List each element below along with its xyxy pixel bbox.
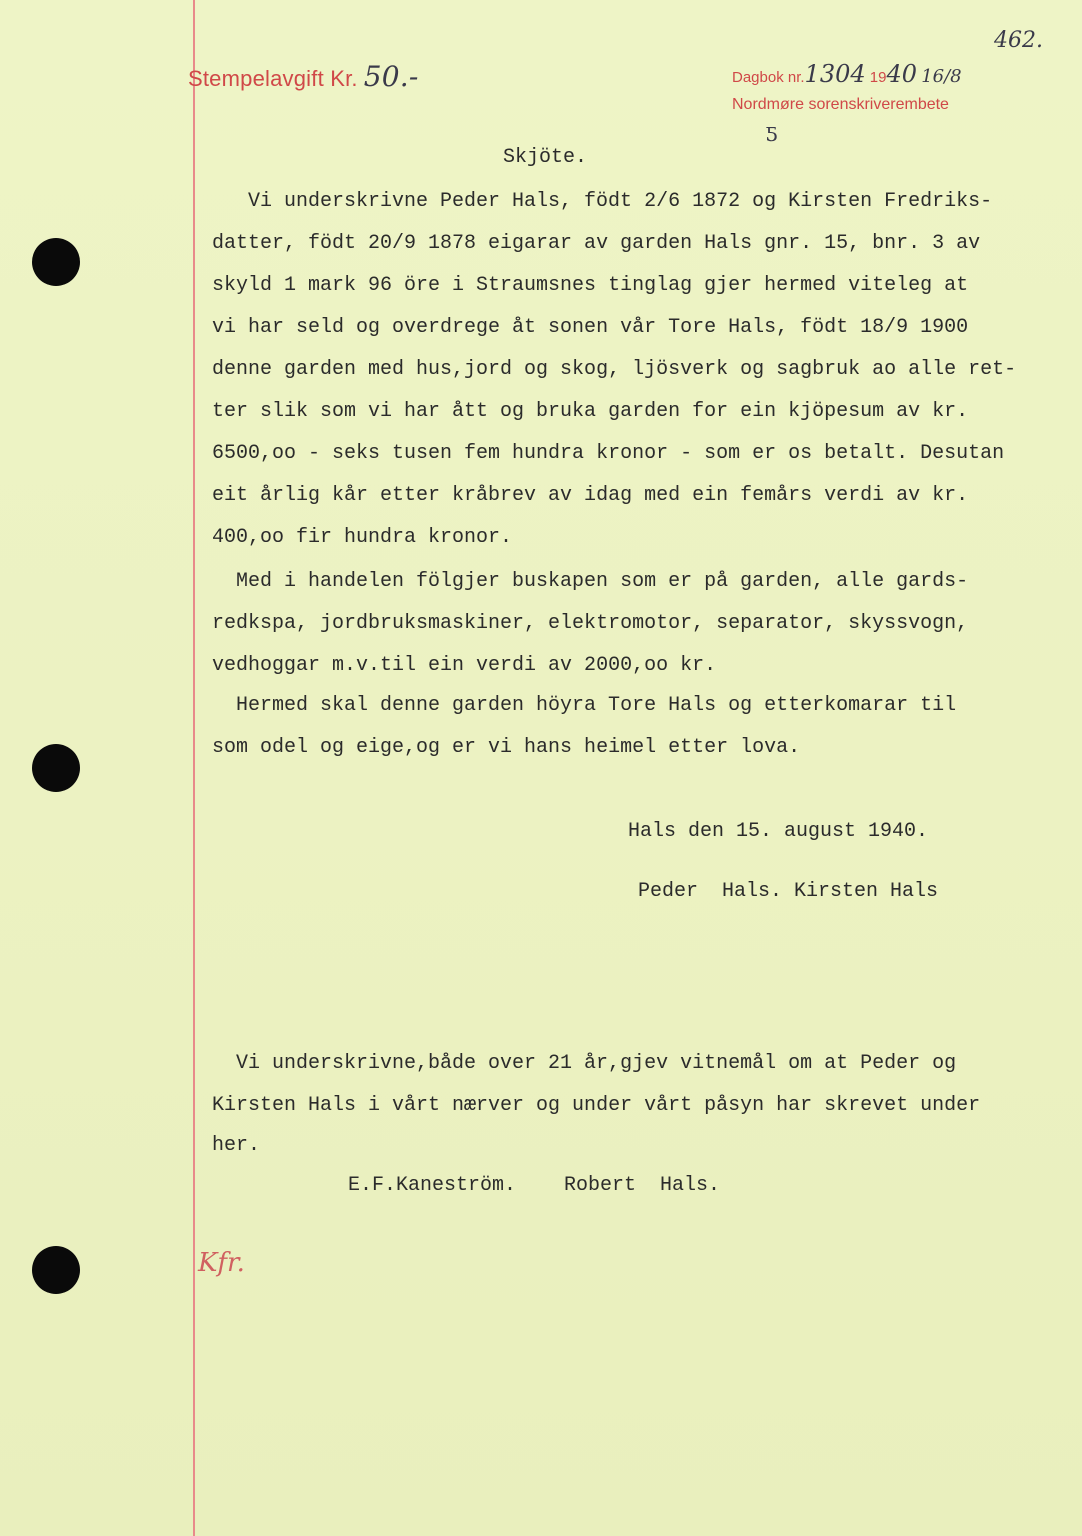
clerk-initials: Kfr. xyxy=(198,1248,245,1278)
page-number: 462. xyxy=(994,28,1043,53)
document-title: Skjöte. xyxy=(503,146,588,169)
paragraph2-line: Med i handelen fölgjer buskapen som er på garden, alle gards- xyxy=(236,570,969,593)
paragraph1-line: eit årlig kår etter kråbrev av idag med ein femårs verdi av kr. xyxy=(212,484,969,507)
stamp-fee xyxy=(188,60,419,93)
journal-stamp xyxy=(732,60,962,88)
signatures: Peder Hals. Kirsten Hals xyxy=(638,880,939,903)
paragraph1-line: skyld 1 mark 96 öre i Straumsnes tinglag gjer hermed viteleg at xyxy=(212,274,969,297)
paragraph1-line: Vi underskrivne Peder Hals, födt 2/6 1872 og Kirsten Fredriks- xyxy=(248,190,993,213)
paragraph3-line: som odel og eige,og er vi hans heimel etter lova. xyxy=(212,736,801,759)
paragraph1-line: datter, födt 20/9 1878 eigarar av garden Hals gnr. 15, bnr. 3 av xyxy=(212,232,981,255)
witness-line: Vi underskrivne,både over 21 år,gjev vitnemål om at Peder og xyxy=(236,1052,957,1075)
witness-line: Kirsten Hals i vårt nærver og under vårt påsyn har skrevet under xyxy=(212,1094,981,1117)
tick-mark: ƽ xyxy=(766,118,778,142)
witness-line: her. xyxy=(212,1134,261,1157)
punch-hole-top xyxy=(32,238,80,286)
stamp-fee-amount: 50.- xyxy=(363,60,419,93)
journal-label: Dagbok nr. xyxy=(732,69,805,86)
stamp-fee-label: Stempelavgift Kr. xyxy=(188,66,358,91)
office-stamp: Nordmøre sorenskriverembete xyxy=(732,96,949,113)
paragraph1-line: 400,oo fir hundra kronor. xyxy=(212,526,513,549)
paragraph1-line: vi har seld og overdrege åt sonen vår Tore Hals, födt 18/9 1900 xyxy=(212,316,969,339)
punch-hole-bottom xyxy=(32,1246,80,1294)
paragraph1-line: 6500,oo - seks tusen fem hundra kronor - som er os betalt. Desutan xyxy=(212,442,1005,465)
punch-hole-middle xyxy=(32,744,80,792)
journal-year-prefix: 19 xyxy=(869,69,887,86)
paragraph3-line: Hermed skal denne garden höyra Tore Hals og etterkomarar til xyxy=(236,694,957,717)
paragraph1-line: denne garden med hus,jord og skog, ljösverk og sagbruk ao alle ret- xyxy=(212,358,1017,381)
margin-line xyxy=(193,0,195,1536)
journal-number: 1304 xyxy=(804,60,866,88)
witness-signatures: E.F.Kaneström. Robert Hals. xyxy=(348,1174,721,1197)
place-date: Hals den 15. august 1940. xyxy=(628,820,929,843)
journal-year: 40 xyxy=(886,60,918,88)
paragraph1-line: ter slik som vi har ått og bruka garden for ein kjöpesum av kr. xyxy=(212,400,969,423)
paragraph2-line: vedhoggar m.v.til ein verdi av 2000,oo kr. xyxy=(212,654,717,677)
journal-date: 16/8 xyxy=(921,66,962,87)
paragraph2-line: redkspa, jordbruksmaskiner, elektromotor, separator, skyssvogn, xyxy=(212,612,969,635)
